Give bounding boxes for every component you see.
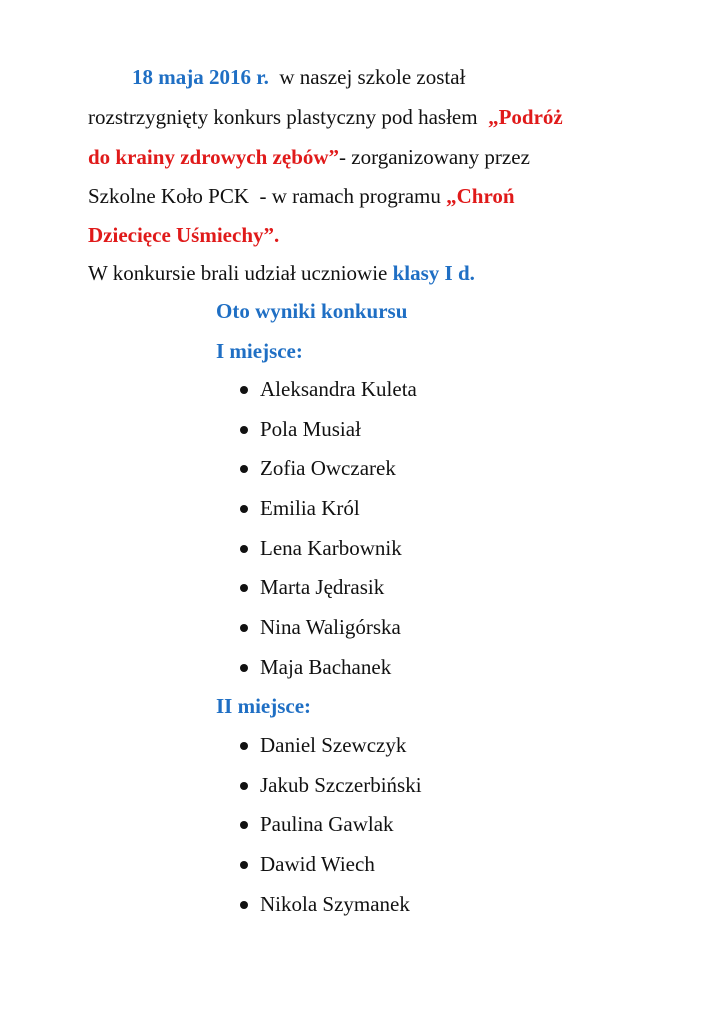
- list-item: [240, 653, 417, 693]
- bullet-icon: [240, 505, 248, 513]
- intro-text-6: W konkursie brali udział uczniowie: [88, 261, 393, 285]
- list-item: [240, 810, 422, 850]
- intro-line-2: [88, 103, 563, 131]
- winner-name: Lena Karbownik: [260, 535, 402, 560]
- intro-line-3: [88, 143, 530, 171]
- winner-name: Jakub Szczerbiński: [260, 772, 422, 797]
- bullet-icon: [240, 821, 248, 829]
- bullet-icon: [240, 545, 248, 553]
- winner-name: Dawid Wiech: [260, 852, 375, 877]
- list-item: [240, 771, 422, 811]
- list-item: [240, 573, 417, 613]
- intro-text-2: rozstrzygnięty konkurs plastyczny pod hasłem: [88, 105, 489, 129]
- winner-name: Marta Jędrasik: [260, 575, 385, 600]
- list-item: [240, 494, 417, 534]
- intro-text-3: - zorganizowany przez: [339, 145, 530, 169]
- contest-title-part-1: „Podróż: [488, 105, 563, 129]
- second-place-list: [240, 731, 422, 929]
- bullet-icon: [240, 584, 248, 592]
- bullet-icon: [240, 465, 248, 473]
- list-item: [240, 454, 417, 494]
- program-name-part-1: „Chroń: [446, 184, 515, 208]
- winner-name: Zofia Owczarek: [260, 456, 396, 481]
- intro-line-1: [132, 63, 465, 91]
- list-item: [240, 850, 422, 890]
- winner-name: Nikola Szymanek: [260, 891, 410, 916]
- list-item: [240, 375, 417, 415]
- bullet-icon: [240, 782, 248, 790]
- bullet-icon: [240, 861, 248, 869]
- program-name-part-2: Dziecięce Uśmiechy”.: [88, 223, 280, 247]
- event-date: 18 maja 2016 r.: [132, 65, 269, 89]
- bullet-icon: [240, 742, 248, 750]
- list-item: [240, 890, 422, 930]
- intro-line-6: [88, 259, 475, 287]
- winner-name: Maja Bachanek: [260, 654, 392, 679]
- list-item: [240, 613, 417, 653]
- intro-line-4: [88, 182, 515, 210]
- results-title: Oto wyniki konkursu: [216, 299, 408, 323]
- bullet-icon: [240, 426, 248, 434]
- intro-text-4: Szkolne Koło PCK - w ramach programu: [88, 184, 447, 208]
- bullet-icon: [240, 386, 248, 394]
- bullet-icon: [240, 624, 248, 632]
- bullet-icon: [240, 664, 248, 672]
- winner-name: Pola Musiał: [260, 416, 361, 441]
- intro-text-1: w naszej szkole został: [268, 65, 466, 89]
- winner-name: Daniel Szewczyk: [260, 733, 407, 757]
- second-place-heading: II miejsce:: [216, 694, 312, 718]
- class-name: klasy I d.: [392, 261, 475, 285]
- winner-name: Aleksandra Kuleta: [260, 377, 417, 401]
- list-item: [240, 415, 417, 455]
- list-item: [240, 731, 422, 771]
- winner-name: Paulina Gawlak: [260, 812, 394, 837]
- winner-name: Emilia Król: [260, 496, 360, 521]
- contest-title-part-2: do krainy zdrowych zębów”: [88, 145, 340, 169]
- first-place-list: [240, 375, 417, 693]
- intro-line-5: [88, 221, 279, 249]
- winner-name: Nina Waligórska: [260, 615, 401, 640]
- first-place-heading: I miejsce:: [216, 339, 303, 363]
- list-item: [240, 534, 417, 574]
- bullet-icon: [240, 901, 248, 909]
